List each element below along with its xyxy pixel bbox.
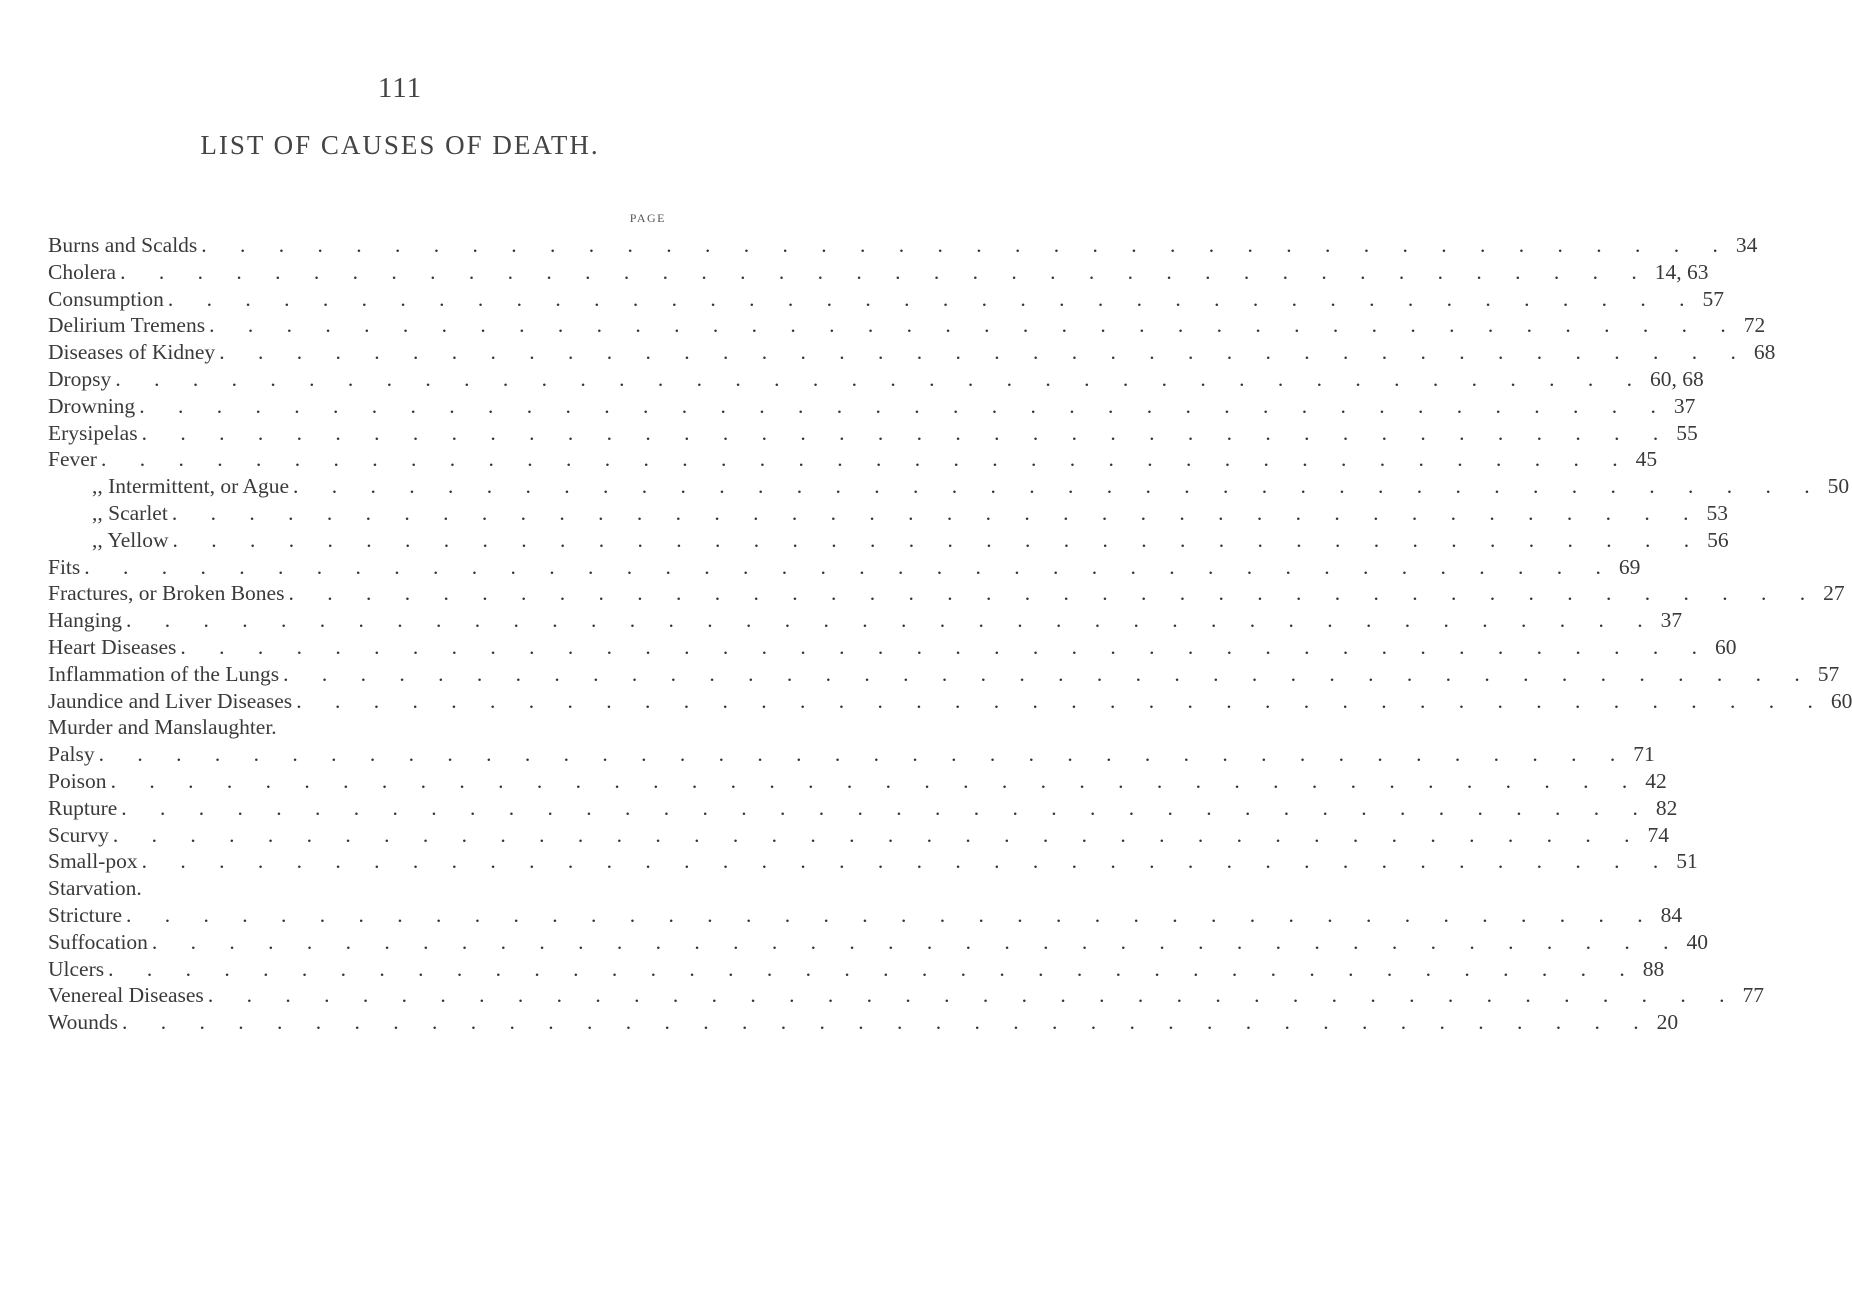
list-item xyxy=(48,232,1758,259)
page-reference: 60 xyxy=(1714,634,1737,659)
cause-name: Poison xyxy=(48,768,107,793)
dot-leader: . . . . . . . . . . . . . . . . . . . . . . . . . . . . . . . . . . . . . . . . xyxy=(98,742,1630,767)
cause-name: Delirium Tremens xyxy=(48,313,206,338)
list-item xyxy=(48,875,670,902)
list-item xyxy=(48,554,1641,581)
cause-name: Venereal Diseases xyxy=(48,983,204,1008)
dot-leader: . . . . . . . . . . . . . . . . . . . . . . . . . . . . . . . . . . . . . . . . xyxy=(110,768,1642,793)
page-reference: 20 xyxy=(1656,1010,1679,1035)
list-item xyxy=(48,982,1764,1009)
list-item xyxy=(48,956,1665,983)
page-reference: 68 xyxy=(1753,340,1776,365)
cause-name: Jaundice and Liver Diseases xyxy=(48,688,293,713)
list-item xyxy=(48,339,1776,366)
dot-leader: . . . . . . . . . . . . . . . . . . . . . . . . . . . . . . . . . . . . . . . . xyxy=(121,1010,1653,1035)
page-reference: 37 xyxy=(1660,608,1683,633)
list-item xyxy=(48,286,1725,313)
dot-leader: . . . . . . . . . . . . . . . . . . . . . . . . . . . . . . . . . . . . . . . . xyxy=(126,608,1657,633)
list-item xyxy=(48,420,1698,447)
page-reference: 45 xyxy=(1635,447,1658,472)
cause-name: Rupture xyxy=(48,795,118,820)
list-item xyxy=(48,1009,1679,1036)
list-item xyxy=(48,848,1698,875)
list-item xyxy=(48,473,1850,500)
page-reference: 82 xyxy=(1655,795,1678,820)
cause-name: Murder and Manslaughter. xyxy=(48,715,277,740)
dot-leader: . . . . . . . . . . . . . . . . . . . . . . . . . . . . . . . . . . . . . . . . xyxy=(112,822,1644,847)
page-reference: 14, 63 xyxy=(1654,259,1709,284)
dot-leader: . . . . . . . . . . . . . . . . . . . . . . . . . . . . . . . . . . . . . . . . xyxy=(126,902,1657,927)
list-item xyxy=(48,607,1683,634)
cause-name: Suffocation xyxy=(48,929,148,954)
page-reference: 69 xyxy=(1618,554,1641,579)
page-reference: 77 xyxy=(1742,983,1764,1008)
dot-leader: . . . . . . . . . . . . . . . . . . . . . . . . . . . . . . . . . . . . . . . . xyxy=(151,929,1683,954)
cause-name: Starvation. xyxy=(48,876,142,901)
list-item xyxy=(48,822,1670,849)
list-item xyxy=(48,768,1667,795)
cause-name: Erysipelas xyxy=(48,420,138,445)
list-item xyxy=(48,580,1845,607)
dot-leader: . . . . . . . . . . . . . . . . . . . . . . . . . . . . . . . . . . . . . . . . xyxy=(219,340,1750,365)
dot-leader: . . . . . . . . . . . . . . . . . . . . . . . . . . . . . . . . . . . . . . . . xyxy=(108,956,1639,981)
dot-leader: . . . . . . . . . . . . . . . . . . . . . . . . . . . . . . . . . . . . . . . . xyxy=(167,286,1699,311)
page-reference: 57 xyxy=(1817,661,1840,686)
dot-leader: . . . . . . . . . . . . . . . . . . . . . . . . . . . . . . . . . . . . . . . . xyxy=(293,474,1824,499)
cause-name: Dropsy xyxy=(48,366,112,391)
page-reference: 27 xyxy=(1823,581,1845,606)
dot-leader: . . . . . . . . . . . . . . . . . . . . . . . . . . . . . . . . . . . . . . . . xyxy=(100,447,1632,472)
cause-name: Burns and Scalds xyxy=(48,233,198,257)
dot-leader: . . . . . . . . . . . . . . . . . . . . . . . . . . . . . . . . . . . . . . . . xyxy=(141,420,1673,445)
page-reference: 55 xyxy=(1676,420,1698,445)
cause-name: Stricture xyxy=(48,902,123,927)
list-item xyxy=(48,714,670,741)
list-item xyxy=(48,312,1766,339)
page-reference: 88 xyxy=(1642,956,1665,981)
dot-leader: . . . . . . . . . . . . . . . . . . . . . . . . . . . . . . . . . . . . . . . . xyxy=(207,983,1739,1008)
list-item xyxy=(48,688,1852,715)
dot-leader: . . . . . . . . . . . . . . . . . . . . . . . . . . . . . . . . . . . . . . . . xyxy=(288,581,1820,606)
page-number: 111 xyxy=(377,72,423,104)
dot-leader: . . . . . . . . . . . . . . . . . . . . . . . . . . . . . . . . . . . . . . . . xyxy=(201,233,1732,257)
list-item xyxy=(48,741,1655,768)
page-column-header: PAGE xyxy=(629,211,666,225)
list-item xyxy=(48,929,1709,956)
cause-name: ,, Scarlet xyxy=(92,500,168,525)
cause-name: Small-pox xyxy=(48,849,138,874)
cause-name: Wounds xyxy=(48,1010,118,1035)
cause-name: Heart Diseases xyxy=(48,634,177,659)
dot-leader: . . . . . . . . . . . . . . . . . . . . . . . . . . . . . . . . . . . . . . . . xyxy=(180,634,1711,659)
dot-leader: . . . . . . . . . . . . . . . . . . . . . . . . . . . . . . . . . . . . . . . . xyxy=(171,500,1703,525)
list-item xyxy=(48,366,1704,393)
page-reference: 74 xyxy=(1647,822,1670,847)
cause-name: ,, Intermittent, or Ague xyxy=(92,474,290,499)
page-reference: 56 xyxy=(1707,527,1729,552)
list-item xyxy=(48,661,1840,688)
page-reference: 51 xyxy=(1676,849,1698,874)
cause-name: Consumption xyxy=(48,286,164,311)
cause-name: Diseases of Kidney xyxy=(48,340,216,365)
page-reference: 53 xyxy=(1706,500,1728,525)
page-reference: 60, 68 xyxy=(1649,366,1704,391)
causes-list xyxy=(48,232,1852,1036)
list-item xyxy=(48,902,1683,929)
page-reference: 34 xyxy=(1735,233,1758,257)
cause-name: Fractures, or Broken Bones xyxy=(48,581,285,606)
cause-name: Scurvy xyxy=(48,822,109,847)
cause-name: Fever xyxy=(48,447,97,472)
page-reference: 71 xyxy=(1633,742,1655,767)
page-title: LIST OF CAUSES OF DEATH. xyxy=(200,130,600,160)
dot-leader: . . . . . . . . . . . . . . . . . . . . . . . . . . . . . . . . . . . . . . . . xyxy=(139,393,1670,418)
dot-leader: . . . . . . . . . . . . . . . . . . . . . . . . . . . . . . . . . . . . . . . . xyxy=(296,688,1827,713)
list-item xyxy=(48,527,1729,554)
cause-name: Fits xyxy=(48,554,81,579)
list-item xyxy=(48,259,1709,286)
cause-name: Drowning xyxy=(48,393,136,418)
cause-name: Hanging xyxy=(48,608,123,633)
dot-leader: . . . . . . . . . . . . . . . . . . . . . . . . . . . . . . . . . . . . . . . . xyxy=(172,527,1704,552)
page-reference: 42 xyxy=(1645,768,1667,793)
dot-leader: . . . . . . . . . . . . . . . . . . . . . . . . . . . . . . . . . . . . . . . . xyxy=(84,554,1615,579)
page-reference: 37 xyxy=(1673,393,1696,418)
page-reference: 84 xyxy=(1660,902,1683,927)
dot-leader: . . . . . . . . . . . . . . . . . . . . . . . . . . . . . . . . . . . . . . . . xyxy=(209,313,1740,338)
dot-leader: . . . . . . . . . . . . . . . . . . . . . . . . . . . . . . . . . . . . . . . . xyxy=(121,795,1652,820)
page-reference: 57 xyxy=(1702,286,1725,311)
list-item xyxy=(48,500,1728,527)
page-reference: 50 xyxy=(1827,474,1850,499)
list-item xyxy=(48,795,1678,822)
cause-name: ,, Yellow xyxy=(92,527,169,552)
cause-name: Palsy xyxy=(48,742,95,767)
page-reference: 72 xyxy=(1743,313,1766,338)
dot-leader: . . . . . . . . . . . . . . . . . . . . . . . . . . . . . . . . . . . . . . . . xyxy=(115,366,1646,391)
cause-name: Ulcers xyxy=(48,956,105,981)
dot-leader: . . . . . . . . . . . . . . . . . . . . . . . . . . . . . . . . . . . . . . . . xyxy=(283,661,1814,686)
page-reference: 60 xyxy=(1830,688,1852,713)
list-item xyxy=(48,634,1737,661)
cause-name: Cholera xyxy=(48,259,117,284)
list-item xyxy=(48,446,1658,473)
dot-leader: . . . . . . . . . . . . . . . . . . . . . . . . . . . . . . . . . . . . . . . . xyxy=(120,259,1651,284)
page-reference: 40 xyxy=(1686,929,1709,954)
dot-leader: . . . . . . . . . . . . . . . . . . . . . . . . . . . . . . . . . . . . . . . . xyxy=(141,849,1673,874)
list-item xyxy=(48,393,1696,420)
cause-name: Inflammation of the Lungs xyxy=(48,661,280,686)
